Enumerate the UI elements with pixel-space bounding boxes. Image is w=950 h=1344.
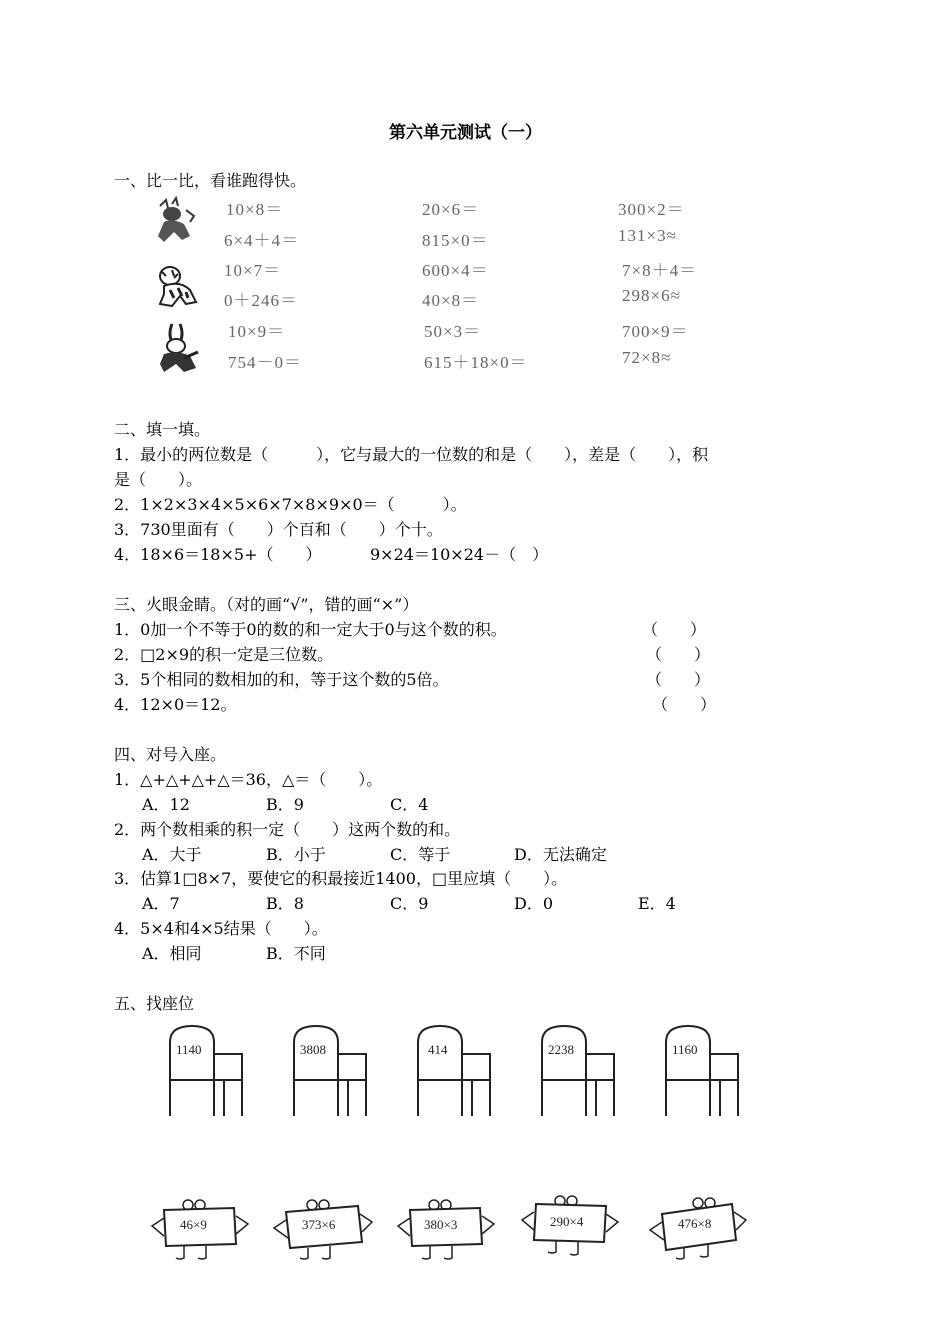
drill-r1c3: 300×2＝ bbox=[618, 200, 685, 219]
card-2-expression: 373×6 bbox=[302, 1217, 336, 1232]
drill-r4c3: 298×6≈ bbox=[622, 286, 681, 305]
s4-q2-opt-d[interactable]: D．无法确定 bbox=[514, 845, 607, 864]
rabbit-icon bbox=[154, 322, 202, 376]
chair-1-number: 1140 bbox=[176, 1042, 202, 1057]
drill-r5c3: 700×9＝ bbox=[622, 322, 689, 341]
s4-q3-opt-c[interactable]: C．9 bbox=[390, 894, 429, 913]
section5-heading: 五、找座位 bbox=[114, 994, 195, 1013]
card-1[interactable] bbox=[150, 1196, 250, 1262]
s4-q1-opt-b[interactable]: B．9 bbox=[266, 795, 304, 814]
chair-4-number: 2238 bbox=[548, 1042, 574, 1057]
tiger-icon bbox=[150, 262, 202, 312]
s2-q3: 3．730里面有（ ）个百和（ ）个十。 bbox=[114, 520, 443, 539]
s3-item3: 3．5个相同的数相加的和，等于这个数的5倍。 bbox=[114, 670, 449, 689]
section4-heading: 四、对号入座。 bbox=[114, 745, 227, 764]
chair-4[interactable] bbox=[532, 1022, 622, 1118]
s3-item1-answer[interactable]: （ ） bbox=[642, 620, 707, 639]
s2-q1-line1: 1．最小的两位数是（ ），它与最大的一位数的和是（ ），差是（ ），积 bbox=[114, 445, 709, 464]
s3-item2: 2．□2×9的积一定是三位数。 bbox=[114, 645, 334, 664]
card-4-expression: 290×4 bbox=[550, 1214, 584, 1229]
card-4[interactable] bbox=[520, 1192, 620, 1258]
s4-q3-opt-d[interactable]: D．0 bbox=[514, 894, 554, 913]
drill-r4c2: 40×8＝ bbox=[422, 291, 480, 310]
drill-r6c2: 615＋18×0＝ bbox=[424, 353, 528, 372]
card-5[interactable] bbox=[646, 1194, 750, 1260]
s3-item4: 4．12×0＝12。 bbox=[114, 695, 237, 714]
s4-q1: 1．△+△+△+△＝36，△＝（ ）。 bbox=[114, 770, 383, 789]
s4-q2-opt-c[interactable]: C．等于 bbox=[390, 845, 451, 864]
drill-r3c3: 7×8＋4＝ bbox=[622, 261, 698, 280]
drill-r3c1: 10×7＝ bbox=[224, 261, 282, 280]
card-3[interactable] bbox=[396, 1196, 496, 1262]
drill-r2c3: 131×3≈ bbox=[618, 226, 677, 245]
section1-heading: 一、比一比，看谁跑得快。 bbox=[114, 171, 307, 190]
s3-item2-answer[interactable]: （ ） bbox=[646, 645, 711, 664]
card-3-expression: 380×3 bbox=[424, 1217, 458, 1232]
s2-q4b: 9×24＝10×24－（ ） bbox=[370, 545, 549, 564]
s3-item4-answer[interactable]: （ ） bbox=[652, 695, 717, 714]
s4-q2-opt-b[interactable]: B．小于 bbox=[266, 845, 326, 864]
drill-r6c3: 72×8≈ bbox=[622, 348, 672, 367]
card-5-expression: 476×8 bbox=[678, 1216, 712, 1231]
drill-r5c2: 50×3＝ bbox=[424, 322, 482, 341]
drill-r6c1: 754－0＝ bbox=[228, 353, 302, 372]
s4-q3-opt-a[interactable]: A．7 bbox=[142, 894, 180, 913]
chair-2[interactable] bbox=[284, 1022, 374, 1118]
drill-r1c2: 20×6＝ bbox=[422, 200, 480, 219]
chair-5-number: 1160 bbox=[672, 1042, 698, 1057]
card-2[interactable] bbox=[272, 1196, 376, 1262]
page-title: 第六单元测试（一） bbox=[389, 123, 542, 143]
chair-2-number: 3808 bbox=[300, 1042, 326, 1057]
s3-item3-answer[interactable]: （ ） bbox=[646, 670, 711, 689]
s4-q2: 2．两个数相乘的积一定（ ）这两个数的和。 bbox=[114, 820, 461, 839]
section2-heading: 二、填一填。 bbox=[114, 420, 211, 439]
s4-q4: 4．5×4和4×5结果（ ）。 bbox=[114, 919, 328, 938]
s4-q4-opt-b[interactable]: B．不同 bbox=[266, 944, 326, 963]
s4-q2-opt-a[interactable]: A．大于 bbox=[142, 845, 202, 864]
drill-r5c1: 10×9＝ bbox=[228, 322, 286, 341]
drill-r4c1: 0＋246＝ bbox=[224, 291, 298, 310]
drill-r2c2: 815×0＝ bbox=[422, 231, 489, 250]
drill-r3c2: 600×4＝ bbox=[422, 261, 489, 280]
s4-q3-opt-b[interactable]: B．8 bbox=[266, 894, 304, 913]
chair-1[interactable] bbox=[160, 1022, 250, 1118]
s4-q4-opt-a[interactable]: A．相同 bbox=[142, 944, 202, 963]
deer-icon bbox=[152, 196, 200, 248]
s2-q1-line2: 是（ ）。 bbox=[114, 470, 203, 489]
card-1-expression: 46×9 bbox=[180, 1217, 207, 1232]
s4-q3-opt-e[interactable]: E．4 bbox=[638, 894, 676, 913]
drill-r2c1: 6×4＋4＝ bbox=[224, 231, 300, 250]
s3-item1: 1．0加一个不等于0的数的和一定大于0与这个数的积。 bbox=[114, 620, 507, 639]
drill-r1c1: 10×8＝ bbox=[226, 200, 284, 219]
s4-q1-opt-a[interactable]: A．12 bbox=[142, 795, 190, 814]
chair-3-number: 414 bbox=[428, 1042, 448, 1057]
s4-q3: 3．估算1□8×7，要使它的积最接近1400，□里应填（ ）。 bbox=[114, 869, 568, 888]
section3-heading: 三、火眼金睛。（对的画“√”，错的画“×”） bbox=[114, 595, 419, 614]
chair-3[interactable] bbox=[408, 1022, 498, 1118]
s2-q4a: 4．18×6＝18×5+（ ） bbox=[114, 545, 322, 564]
s2-q2: 2．1×2×3×4×5×6×7×8×9×0＝（ ）。 bbox=[114, 495, 467, 514]
chair-5[interactable] bbox=[656, 1022, 746, 1118]
s4-q1-opt-c[interactable]: C．4 bbox=[390, 795, 429, 814]
